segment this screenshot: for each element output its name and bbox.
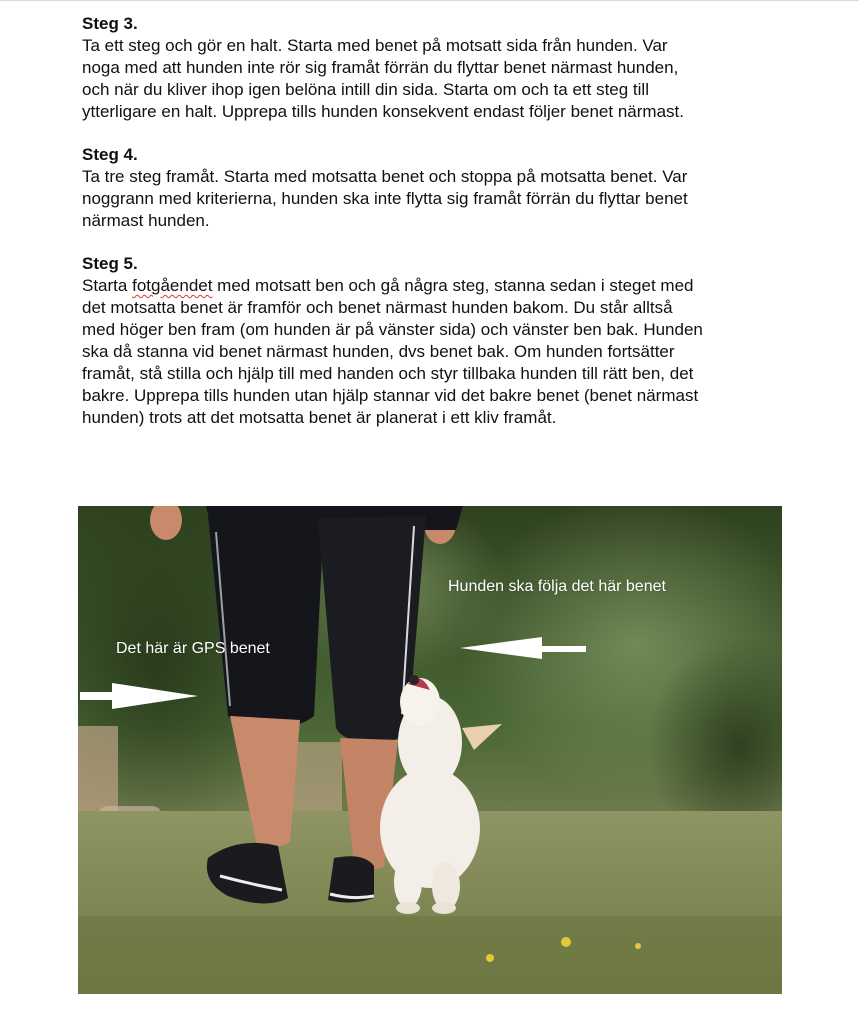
dog-paw [396,902,420,914]
text-line: det motsatta benet är framför och benet närmast hunden bakom. Du står alltså [82,298,673,317]
dog-paw [432,902,456,914]
step-3-text [82,35,782,123]
flower [561,937,571,947]
dog-nose [409,675,419,685]
text-line: närmast hunden. [82,211,210,230]
dog-front-leg [394,856,422,908]
text-line: framåt, stå stilla och hjälp till med handen och styr tillbaka hunden till rätt ben, det [82,364,694,383]
step-4-heading: Steg 4. [82,145,138,164]
step-3-section [82,13,782,123]
text-line: med höger ben fram (om hunden är på vänster sida) och vänster ben bak. Hunden [82,320,703,339]
photo-illustration [78,506,782,994]
grass-foreground [78,916,782,994]
text-line: noga med att hunden inte rör sig framåt förrän du flyttar benet närmast hunden, [82,58,679,77]
flower [486,954,494,962]
step-4-section [82,144,782,232]
step-5-heading: Steg 5. [82,254,138,273]
dog-training-photo [78,506,782,994]
text-line: ska då stanna vid benet närmast hunden, dvs benet bak. Om hunden fortsätter [82,342,675,361]
text-line: hunden) trots att det motsatta benet är planerat i ett kliv framåt. [82,408,557,427]
text-line-end: med motsatt ben och gå några steg, stanna sedan i steget med [212,276,694,295]
caption-gps-leg: Det här är GPS benet [116,640,270,657]
text-line: ytterligare en halt. Upprepa tills hunden konsekvent endast följer benet närmast. [82,102,684,121]
step-4-text [82,166,782,232]
spellcheck-flagged-word[interactable]: fotgåendet [132,276,213,295]
text-line-start: Starta [82,276,133,295]
document-body [82,13,782,450]
text-line: Ta ett steg och gör en halt. Starta med benet på motsatt sida från hunden. Var [82,36,668,55]
text-line: Ta tre steg framåt. Starta med motsatta benet och stoppa på motsatta benet. Var [82,167,688,186]
step-5-text [82,275,782,429]
top-rule [0,0,859,1]
caption-follow-leg: Hunden ska följa det här benet [448,578,666,595]
step-5-section [82,253,782,429]
text-line: och när du kliver ihop igen belöna intill din sida. Starta om och ta ett steg till [82,80,649,99]
step-3-heading: Steg 3. [82,14,138,33]
flower [635,943,641,949]
text-line: bakre. Upprepa tills hunden utan hjälp stannar vid det bakre benet (benet närmast [82,386,699,405]
text-line: noggrann med kriterierna, hunden ska inte flytta sig framåt förrän du flyttar benet [82,189,688,208]
